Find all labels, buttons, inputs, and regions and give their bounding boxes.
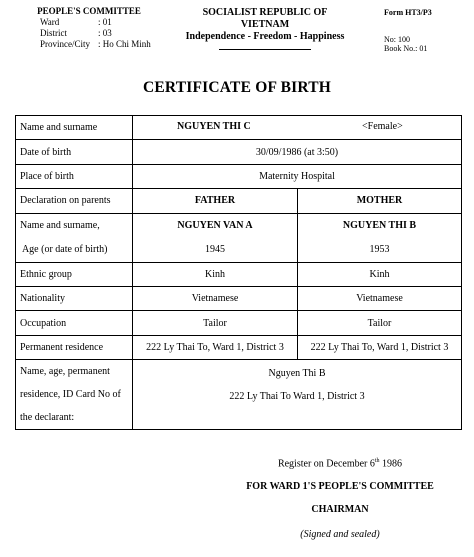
- child-name: NGUYEN THI C: [177, 121, 251, 132]
- row-ethnic: [16, 262, 462, 286]
- row-parent-name-age: [16, 213, 462, 262]
- motto: Independence - Freedom - Happiness: [185, 31, 345, 42]
- declarant-value: [133, 360, 462, 430]
- register-year: 1986: [379, 458, 403, 470]
- ward-line: [10, 17, 160, 28]
- mother-age: 1953: [369, 244, 390, 256]
- declarant-label-line-2: residence, ID Card No of: [20, 389, 121, 401]
- ward-label: Ward: [40, 17, 60, 27]
- mother-residence: 222 Ly Thai To, Ward 1, District 3: [298, 335, 462, 359]
- occupation-label: Occupation: [16, 311, 133, 335]
- dob-label: Date of birth: [16, 140, 133, 164]
- mother-occupation: Tailor: [298, 311, 462, 335]
- province-value: : Ho Chi Minh: [98, 39, 151, 49]
- row-dob: [16, 140, 462, 164]
- footer-committee: FOR WARD 1'S PEOPLE'S COMMITTEE: [246, 481, 434, 492]
- province-label: Province/City: [40, 39, 90, 49]
- father-age: 1945: [205, 244, 225, 256]
- declarant-name: Nguyen Thi B: [268, 368, 326, 380]
- cert-number: No: 100: [384, 35, 410, 44]
- declaration-label: Declaration on parents: [16, 189, 133, 213]
- issuer-block: [10, 6, 160, 50]
- father-occupation: Tailor: [133, 311, 298, 335]
- pob-label: Place of birth: [16, 164, 133, 188]
- mother-ethnic: Kinh: [298, 262, 462, 286]
- mother-name: NGUYEN THI B: [342, 220, 417, 232]
- footer-chairman: CHAIRMAN: [311, 504, 369, 515]
- declarant-label: [16, 360, 133, 430]
- parent-name-label: Name and surname,: [20, 220, 100, 232]
- row-nationality: [16, 286, 462, 310]
- row-parents-header: [16, 189, 462, 213]
- form-info: [384, 8, 470, 53]
- district-value: : 03: [98, 28, 112, 38]
- declarant-label-line-3: the declarant:: [20, 412, 75, 424]
- register-date: [260, 458, 420, 469]
- father-residence: 222 Ly Thai To, Ward 1, District 3: [133, 335, 298, 359]
- footer-signed: (Signed and sealed): [300, 529, 380, 540]
- name-label: Name and surname: [16, 116, 133, 140]
- republic-block: [180, 7, 350, 50]
- committee-heading: PEOPLE'S COMMITTEE: [37, 6, 141, 16]
- motto-underline: [219, 49, 311, 50]
- row-occupation: [16, 311, 462, 335]
- ethnic-label: Ethnic group: [16, 262, 133, 286]
- province-line: [10, 39, 160, 50]
- parent-name-age-label: [16, 213, 133, 262]
- register-prefix: Register on December 6: [277, 458, 375, 470]
- dob-value: 30/09/1986 (at 3:50): [133, 140, 462, 164]
- pob-value: Maternity Hospital: [133, 164, 462, 188]
- row-name: [16, 116, 462, 140]
- register-sup: th: [374, 458, 380, 464]
- parent-age-label: Age (or date of birth): [20, 244, 108, 256]
- residence-label: Permanent residence: [16, 335, 133, 359]
- republic-heading: SOCIALIST REPUBLIC OF VIETNAM: [202, 7, 328, 30]
- certificate-table: [15, 115, 462, 430]
- row-declarant: [16, 360, 462, 430]
- form-code: Form HT3/P3: [384, 8, 432, 17]
- nationality-label: Nationality: [16, 286, 133, 310]
- declarant-address: 222 Ly Thai To Ward 1, District 3: [229, 391, 365, 403]
- child-sex: <Female>: [362, 121, 403, 132]
- name-cell: [133, 116, 462, 140]
- mother-header: MOTHER: [298, 189, 462, 213]
- book-number: Book No.: 01: [384, 44, 428, 53]
- father-name: NGUYEN VAN A: [177, 220, 253, 232]
- mother-nationality: Vietnamese: [298, 286, 462, 310]
- district-line: [10, 28, 160, 39]
- row-residence: [16, 335, 462, 359]
- mother-name-age: [298, 213, 462, 262]
- district-label: District: [40, 28, 67, 38]
- page-title: CERTIFICATE OF BIRTH: [142, 79, 332, 96]
- father-ethnic: Kinh: [133, 262, 298, 286]
- father-name-age: [133, 213, 298, 262]
- father-header: FATHER: [133, 189, 298, 213]
- row-pob: [16, 164, 462, 188]
- father-nationality: Vietnamese: [133, 286, 298, 310]
- ward-value: : 01: [98, 17, 112, 27]
- declarant-label-line-1: Name, age, permanent: [20, 366, 110, 378]
